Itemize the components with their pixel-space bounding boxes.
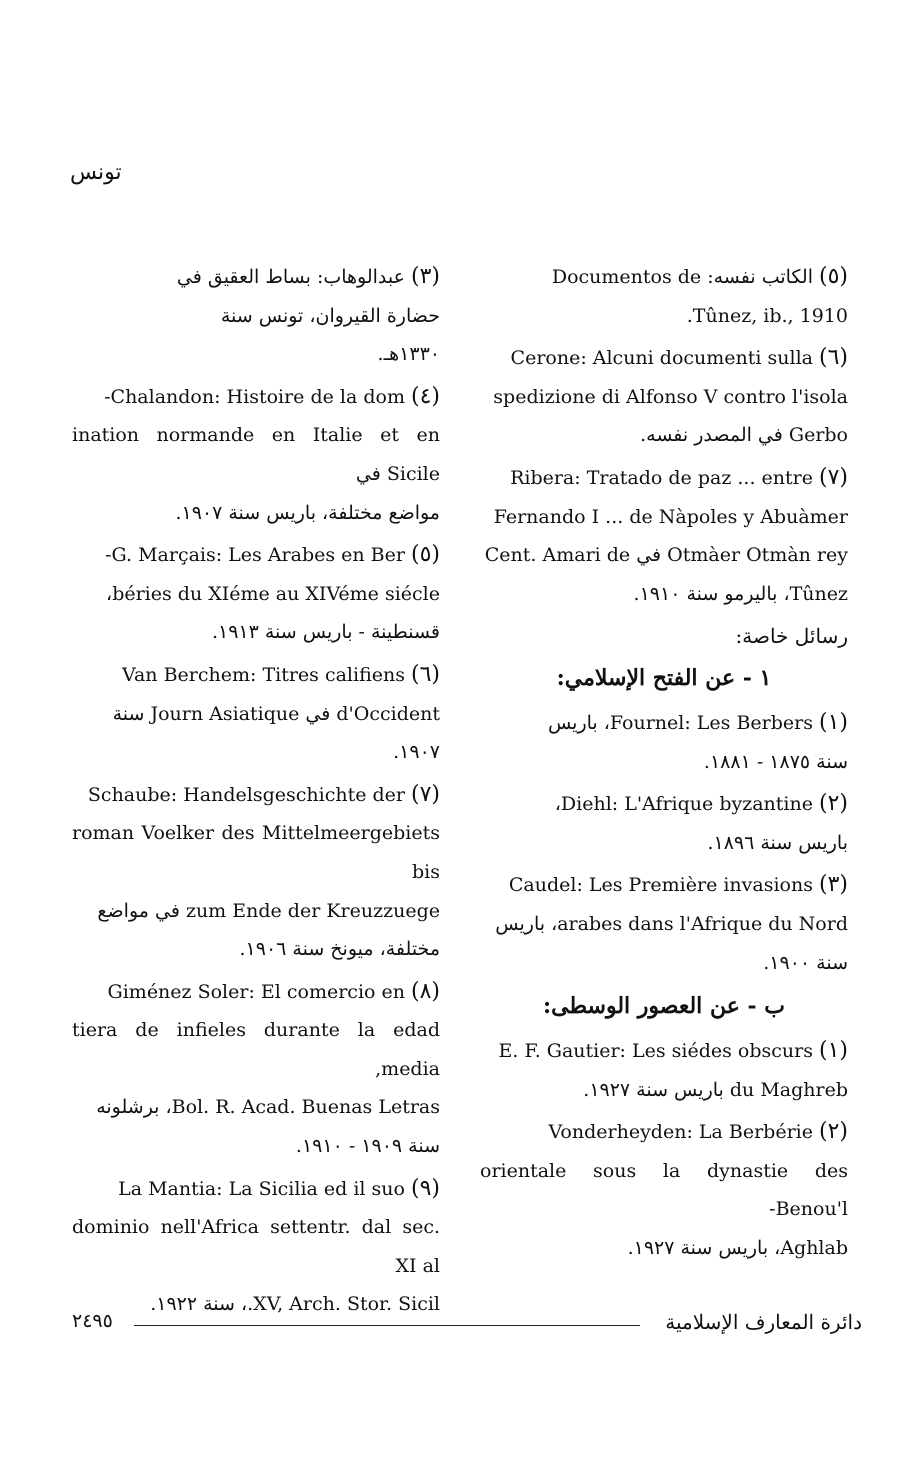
entry-number: (٢): [818, 1119, 848, 1145]
left-entries: [72, 258, 440, 1324]
entry-line: [480, 704, 848, 743]
entry-text: d'Occident في Journ Asiatique سنة: [112, 702, 440, 725]
entry-number: (٩): [410, 1175, 440, 1201]
entry-number: (٣): [818, 872, 848, 898]
entry-line: [72, 575, 440, 614]
entry-number: (١): [818, 1038, 848, 1064]
entry-text: ination normande en Italie et en Sicile في: [72, 424, 440, 485]
right-top-entries: [480, 258, 848, 613]
entry-number: (٥): [410, 542, 440, 568]
bibliography-entry: [72, 258, 440, 374]
entry-number: (٥): [818, 264, 848, 289]
entry-line: [72, 1170, 440, 1209]
entry-line: [72, 776, 440, 815]
section-b-heading: ب - عن العصور الوسطى:: [543, 993, 785, 1020]
entry-line: [480, 1152, 848, 1229]
entry-text: Vonderheyden: La Berbérie: [548, 1121, 813, 1144]
bibliography-entry: [480, 785, 848, 862]
letters-heading: رسائل خاصة:: [735, 624, 848, 649]
entry-line: [480, 785, 848, 824]
entry-text: Ribera: Tratado de paz ... entre: [510, 466, 813, 489]
entry-text: Fernando I ... de Nàpoles y Abuàmer: [493, 505, 848, 528]
entry-text: سنة ١٩٠٠.: [763, 951, 848, 974]
entry-line: [72, 1127, 440, 1166]
entry-line: [72, 378, 440, 417]
entry-line: [480, 339, 848, 378]
entry-text: سنة ١٩٠٩ - ١٩١٠.: [295, 1135, 440, 1158]
entry-text: الكاتب نفسه: Documentos de: [551, 266, 813, 288]
entry-line: [480, 297, 848, 336]
entry-text: béries du XIéme au XIVéme siécle،: [106, 582, 440, 605]
entry-text: مختلفة، ميونخ سنة ١٩٠٦.: [239, 938, 440, 961]
entry-line: [72, 416, 440, 493]
entry-line: [72, 892, 440, 931]
entry-text: قسنطينة - باريس سنة ١٩١٣.: [211, 621, 440, 644]
entry-text: La Mantia: La Sicilia ed il suo: [118, 1177, 405, 1200]
entry-line: [72, 656, 440, 695]
bibliography-entry: [480, 704, 848, 781]
entry-line: [480, 378, 848, 417]
entry-line: [72, 1088, 440, 1127]
entry-line: [480, 536, 848, 575]
entry-text: orientale sous la dynastie des Benou'l-: [480, 1159, 848, 1221]
section-a-heading: ١ - عن الفتح الإسلامي:: [556, 664, 772, 691]
entry-text: du Maghreb باريس سنة ١٩٢٧.: [583, 1078, 848, 1101]
bibliography-entry: [480, 866, 848, 982]
entry-line: [480, 258, 848, 297]
bibliography-entry: [480, 339, 848, 455]
bibliography-entry: [72, 973, 440, 1166]
section-a-entries: [480, 704, 848, 982]
entry-line: [72, 814, 440, 891]
entry-line: [72, 297, 440, 336]
entry-text: سنة ١٨٧٥ - ١٨٨١.: [703, 750, 848, 773]
bibliography-entry: [72, 378, 440, 532]
entry-text: G. Marçais: Les Arabes en Ber-: [105, 544, 405, 567]
entry-number: (٦): [818, 345, 848, 371]
entry-line: [480, 1229, 848, 1268]
entry-line: [72, 973, 440, 1012]
entry-text: Bol. R. Acad. Buenas Letras، برشلونه: [96, 1096, 440, 1119]
entry-line: [72, 1011, 440, 1088]
bibliography-entry: [480, 459, 848, 613]
entry-line: [72, 613, 440, 652]
entry-text: Otmàer Otmàn rey في Cent. Amari de: [484, 544, 848, 567]
footer-rule: [134, 1325, 640, 1326]
entry-line: [480, 498, 848, 537]
entry-text: Van Berchem: Titres califiens: [122, 663, 405, 686]
entry-line: [72, 258, 440, 297]
entry-line: [480, 743, 848, 782]
page-footer: [72, 1310, 862, 1340]
entry-text: عبدالوهاب: بساط العقيق في: [176, 266, 405, 288]
entry-text: Giménez Soler: El comercio en: [107, 980, 405, 1003]
entry-line: [480, 1032, 848, 1071]
entry-text: dominio nell'Africa settentr. dal sec. XI al: [72, 1216, 440, 1277]
entry-line: [480, 866, 848, 905]
bibliography-entry: [480, 258, 848, 335]
running-head: تونس: [70, 160, 122, 185]
entry-line: [72, 536, 440, 575]
entry-text: spedizione di Alfonso V contro l'isola: [493, 385, 848, 408]
encyclopedia-title: دائرة المعارف الإسلامية: [665, 1310, 862, 1334]
entry-line: [480, 1113, 848, 1152]
entry-text: ١٩٠٧.: [393, 741, 440, 764]
entry-text: Diehl: L'Afrique byzantine،: [554, 793, 813, 816]
entry-line: [480, 905, 848, 944]
left-column: [72, 258, 440, 1328]
entry-number: (٤): [410, 383, 440, 409]
section-b-entries: [480, 1032, 848, 1268]
entry-text: ١٣٣٠هـ.: [377, 343, 440, 366]
right-column: [480, 258, 848, 1272]
entry-text: Aghlab، باريس سنة ١٩٢٧.: [627, 1237, 848, 1260]
entry-number: (٦): [410, 661, 440, 687]
page-number: ٢٤٩٥: [72, 1310, 113, 1332]
entry-text: مواضع مختلفة، باريس سنة ١٩٠٧.: [175, 501, 440, 524]
entry-text: zum Ende der Kreuzzuege في مواضع: [97, 899, 440, 922]
bibliography-entry: [480, 1032, 848, 1109]
entry-number: (٣): [410, 264, 440, 289]
entry-text: حضارة القيروان، تونس سنة: [220, 304, 440, 327]
entry-line: [72, 1208, 440, 1285]
entry-line: [480, 575, 848, 614]
entry-text: Tûnez, ib., 1910.: [686, 304, 848, 327]
bibliography-entry: [480, 1113, 848, 1267]
entry-number: (٧): [410, 781, 440, 807]
entry-number: (١): [818, 709, 848, 735]
bibliography-entry: [72, 1170, 440, 1324]
entry-text: roman Voelker des Mittelmeergebiets bis: [72, 822, 440, 883]
entry-line: [72, 930, 440, 969]
entry-text: tiera de infieles durante la edad media,: [72, 1019, 440, 1080]
entry-text: Caudel: Les Première invasions: [508, 874, 813, 897]
entry-text: Cerone: Alcuni documenti sulla: [510, 347, 813, 370]
entry-number: (٨): [410, 978, 440, 1004]
entry-line: [72, 733, 440, 772]
entry-line: [480, 944, 848, 983]
entry-line: [480, 416, 848, 455]
entry-line: [72, 695, 440, 734]
entry-number: (٧): [818, 464, 848, 490]
bibliography-entry: [72, 776, 440, 969]
entry-text: Chalandon: Histoire de la dom-: [104, 385, 405, 408]
entry-line: [480, 459, 848, 498]
entry-line: [480, 824, 848, 863]
entry-number: (٢): [818, 791, 848, 817]
entry-text: باريس سنة ١٨٩٦.: [707, 831, 848, 854]
entry-line: [72, 494, 440, 533]
entry-text: arabes dans l'Afrique du Nord، باريس: [495, 912, 848, 935]
entry-text: Tûnez، باليرمو سنة ١٩١٠.: [633, 582, 848, 605]
entry-line: [480, 1071, 848, 1110]
bibliography-entry: [72, 536, 440, 652]
entry-line: [72, 335, 440, 374]
entry-text: XV, Arch. Stor. Sicil.، سنة ١٩٢٢.: [150, 1293, 440, 1316]
entry-text: Fournel: Les Berbers، باريس: [547, 711, 813, 734]
entry-text: Gerbo في المصدر نفسه.: [640, 424, 848, 447]
bibliography-entry: [72, 656, 440, 772]
entry-text: E. F. Gautier: Les siédes obscurs: [498, 1040, 813, 1063]
entry-text: Schaube: Handelsgeschichte der: [87, 783, 405, 806]
